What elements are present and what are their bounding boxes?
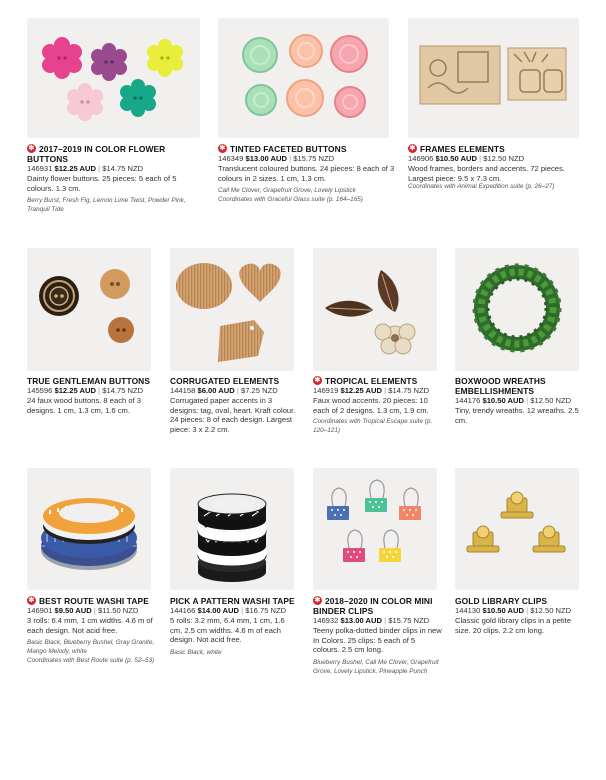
product-description: Tiny, trendy wreaths. 12 wreaths. 2.5 cm.: [455, 405, 579, 425]
product-image: [313, 468, 437, 590]
item-number: 146931: [27, 164, 53, 173]
product-colours: Basic Black, Blueberry Bushel, Gray Granite, Mango Melody, white: [27, 639, 155, 655]
product-description: 5 rolls: 3.2 mm, 6.4 mm, 1 cm, 1.6 cm, 2.5 cm widths. 4.6 m of each design. Not acid free.: [170, 615, 285, 645]
new-icon: [27, 144, 36, 153]
product-colours: Blueberry Bushel, Call Me Clover, Grapefruit Grove, Lovely Lipstick, Pineapple Punch: [313, 659, 439, 675]
product-title: PICK A PATTERN WASHI TAPE: [170, 596, 295, 606]
price-aud: $14.00 AUD: [197, 606, 239, 615]
item-number: 144166: [170, 606, 196, 615]
product-image: [27, 468, 151, 590]
product-image: [408, 18, 579, 138]
product-coordinates: Coordinates with Tropical Escape suite (p. 120–121): [313, 418, 433, 434]
product-title: ✱TINTED FACETED BUTTONS: [218, 144, 398, 154]
price-aud: $6.00 AUD: [197, 386, 235, 395]
new-icon: [408, 144, 417, 153]
product-image: [27, 248, 151, 371]
flower-button-lime: [147, 39, 183, 77]
product-title: GOLD LIBRARY CLIPS: [455, 596, 548, 606]
price-nzd: $14.75 NZD: [102, 386, 144, 395]
flower-button-powder: [67, 83, 103, 121]
product-title: ✱BEST ROUTE WASHI TAPE: [27, 596, 155, 606]
item-number: 145596: [27, 386, 53, 395]
product-description: Dainty flower buttons. 25 pieces: 5 each of 5 colours. 1.3 cm.: [27, 173, 177, 193]
price-nzd: $7.25 NZD: [241, 386, 278, 395]
product-image: [170, 248, 294, 371]
product-colours: Basic Black, white: [170, 649, 222, 657]
item-number: 146932: [313, 616, 339, 625]
item-number: 144176: [455, 396, 481, 405]
product-title: ✱TROPICAL ELEMENTS: [313, 376, 443, 386]
product-description: Classic gold library clips in a petite size. 20 clips. 2.2 cm long.: [455, 615, 572, 635]
price-aud: $13.00 AUD: [245, 154, 287, 163]
price-aud: $12.25 AUD: [54, 386, 96, 395]
item-number: 144130: [455, 606, 481, 615]
product-image: [170, 468, 294, 590]
product-image: [218, 18, 389, 138]
product-image: [455, 468, 579, 590]
item-number: 146349: [218, 154, 244, 163]
product-image: [313, 248, 437, 371]
price-aud: $13.00 AUD: [340, 616, 382, 625]
new-icon: [218, 144, 227, 153]
price-aud: $12.25 AUD: [54, 164, 96, 173]
product-description: Corrugated paper accents in 3 designs: tag, oval, heart. Kraft colour. 24 pieces: 8 of each design. Largest piece: 3 x 2.2 cm.: [170, 395, 296, 435]
new-icon: [27, 596, 36, 605]
product-coordinates: Coordinates with Animal Expedition suite (p. 26–27): [408, 183, 555, 191]
price-nzd: $14.75 NZD: [102, 164, 144, 173]
product-coordinates: Coordinates with Graceful Glass suite (p. 164–165): [218, 195, 363, 203]
product-description: Teeny polka-dotted binder clips in new In Colors. 25 clips: 5 each of 5 colours. 2.5 cm long.: [313, 625, 442, 655]
item-number: 144158: [170, 386, 196, 395]
price-nzd: $12.50 NZD: [530, 606, 572, 615]
price-nzd: $14.75 NZD: [388, 386, 430, 395]
item-number: 146906: [408, 154, 434, 163]
product-coordinates: Coordinates with Best Route suite (p. 52–53): [27, 656, 155, 664]
product-description: Faux wood accents. 20 pieces: 10 each of 2 designs. 1.3 cm, 1.9 cm.: [313, 395, 429, 415]
product-title: TRUE GENTLEMAN BUTTONS: [27, 376, 151, 386]
price-nzd: $16.75 NZD: [245, 606, 287, 615]
product-title: CORRUGATED ELEMENTS: [170, 376, 280, 386]
price-aud: $12.25 AUD: [340, 386, 382, 395]
price-nzd: $12.50 NZD: [483, 154, 525, 163]
flower-button-pink: [42, 37, 82, 79]
price-nzd: $11.50 NZD: [98, 606, 139, 615]
price-aud: $9.50 AUD: [54, 606, 92, 615]
new-icon: [313, 596, 322, 605]
product-description: 3 rolls: 6.4 mm, 1 cm widths. 4.6 m of each design. Not acid free.: [27, 615, 153, 635]
product-image: [455, 248, 579, 371]
price-nzd: $15.75 NZD: [388, 616, 430, 625]
product-colours: Call Me Clover, Grapefruit Grove, Lovely Lipstick: [218, 187, 356, 195]
product-title: ✱2018–2020 IN COLOR MINI BINDER CLIPS: [313, 596, 443, 616]
product-title: ✱FRAMES ELEMENTS: [408, 144, 586, 154]
product-title: BOXWOOD WREATHS EMBELLISHMENTS: [455, 376, 546, 396]
product-title: ✱2017–2019 IN COLOR FLOWER BUTTONS: [27, 144, 203, 164]
price-aud: $10.50 AUD: [482, 396, 524, 405]
item-number: 146901: [27, 606, 53, 615]
price-nzd: $12.50 NZD: [530, 396, 572, 405]
product-description: Wood frames, borders and accents. 72 pieces. Largest piece: 9.5 x 7.3 cm.: [408, 163, 565, 183]
price-aud: $10.50 AUD: [482, 606, 524, 615]
flower-button-teal: [120, 79, 156, 117]
flower-button-fig: [91, 43, 127, 81]
product-colours: Berry Burst, Fresh Fig, Lemon Lime Twist, Powder Pink, Tranquil Tide: [27, 197, 186, 213]
product-description: 24 faux wood buttons. 8 each of 3 designs. 1 cm, 1.3 cm, 1.6 cm.: [27, 395, 141, 415]
product-description: Translucent coloured buttons. 24 pieces: 8 each of 3 colours in 2 sizes. 1 cm, 1.3 cm.: [218, 163, 395, 183]
price-aud: $10.50 AUD: [435, 154, 477, 163]
new-icon: [313, 376, 322, 385]
item-number: 146919: [313, 386, 339, 395]
price-nzd: $15.75 NZD: [293, 154, 335, 163]
product-image: [27, 18, 200, 138]
